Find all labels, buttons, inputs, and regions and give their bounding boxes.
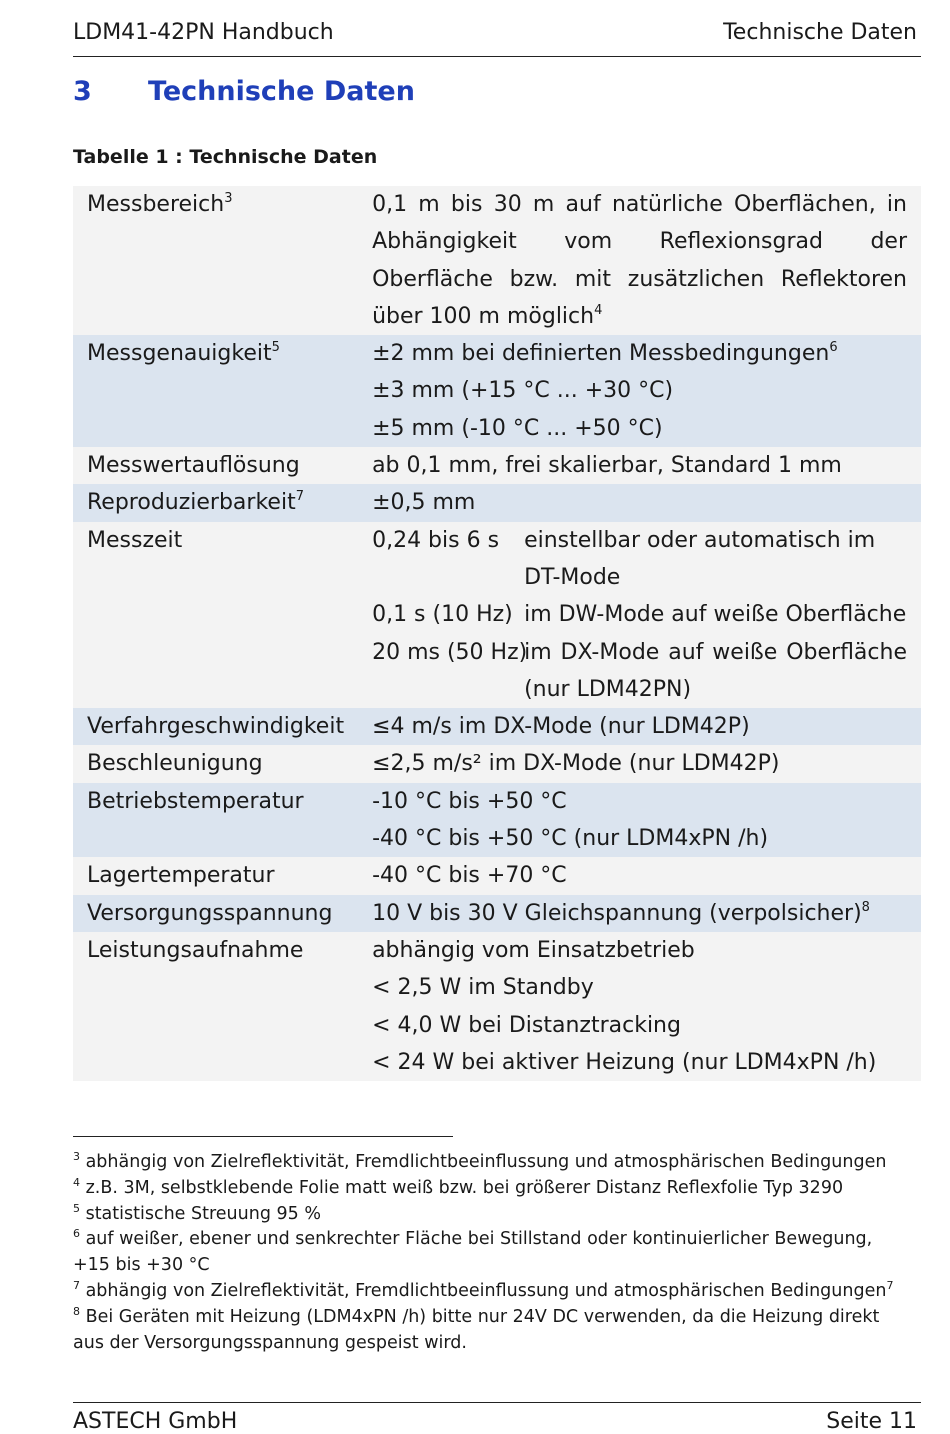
row-label: Messgenauigkeit$^5$ — [87, 340, 280, 367]
row-label: Lagertemperatur — [87, 863, 275, 889]
row-label: Messwertauflösung — [87, 453, 300, 479]
measurement-time-entry: 0,24 bis 6 s einstellbar oder automatisch im DT-Mode — [372, 527, 876, 590]
footnotes — [73, 1150, 903, 1356]
row-value: 0,1 m bis 30 m auf natürliche Oberflächen, in Abhängigkeit vom Reflexionsgrad der Oberfläche bzw. mit zusätzlichen Reflektoren über 100 m möglich$^4$ — [372, 192, 907, 329]
row-value: abhängig vom Einsatzbetrieb < 2,5 W im Standby < 4,0 W bei Distanztracking < 24 W bei aktiver Heizung (nur LDM4xPN /h) — [372, 937, 877, 1075]
row-value: ab 0,1 mm, frei skalierbar, Standard 1 mm — [372, 453, 842, 479]
footnote: $^3$ abhängig von Zielreflektivität, Fremdlichtbeeinflussung und atmosphärischen Bedingungen — [73, 1150, 887, 1172]
row-label: Versorgungsspannung — [87, 900, 333, 926]
footnote-separator — [73, 1136, 453, 1137]
page-footer — [73, 1402, 921, 1434]
footnote-ref: 7 — [295, 489, 304, 505]
footnote: $^6$ auf weißer, ebener und senkrechter Fläche bei Stillstand oder kontinuierlicher Bewegung, +15 bis +30 °C — [73, 1227, 873, 1276]
footnote: $^4$ z.B. 3M, selbstklebende Folie matt weiß bzw. bei größerer Distanz Reflexfolie Typ 3290 — [73, 1175, 844, 1198]
header-document-title: LDM41-42PN Handbuch — [73, 20, 334, 45]
row-label: Leistungsaufnahme — [87, 937, 304, 963]
row-label: Betriebstemperatur — [87, 788, 304, 814]
row-label: Beschleunigung — [87, 751, 263, 777]
chapter-number: 3 — [73, 76, 92, 107]
footnote: $^7$ abhängig von Zielreflektivität, Fremdlichtbeeinflussung und atmosphärischen Bedingungen$^7$ — [73, 1278, 894, 1301]
row-label: Messbereich$^3$ — [87, 191, 233, 217]
table-row — [73, 335, 921, 447]
row-label: Reproduzierbarkeit$^7$ — [87, 489, 304, 516]
table-row — [73, 186, 921, 335]
row-label: Messzeit — [87, 527, 183, 553]
row-value: -10 °C bis +50 °C -40 °C bis +50 °C (nur LDM4xPN /h) — [372, 788, 769, 852]
chapter-title: Technische Daten — [148, 76, 415, 107]
table-row — [73, 447, 921, 484]
row-value — [358, 522, 921, 708]
table-row — [73, 522, 921, 708]
table-row — [73, 857, 921, 894]
row-label: Verfahrgeschwindigkeit — [87, 714, 345, 740]
footnote: $^5$ statistische Streuung 95 % — [73, 1201, 321, 1224]
row-value: ≤4 m/s im DX-Mode (nur LDM42P) — [372, 714, 750, 740]
technical-data-table — [73, 186, 921, 1081]
footnote-ref: 5 — [271, 340, 280, 356]
footnote-ref: 8 — [861, 899, 870, 915]
footer-page-number: Seite 11 — [826, 1409, 917, 1434]
row-value: ±2 mm bei definierten Messbedingungen$^6$ ±3 mm (+15 °C ... +30 °C) ±5 mm (-10 °C ... +50 °C) — [372, 340, 838, 441]
chapter-heading — [73, 76, 415, 107]
header-section-title: Technische Daten — [723, 20, 917, 45]
row-value: ±0,5 mm — [372, 490, 476, 516]
table-caption: Tabelle 1 : Technische Daten — [73, 146, 378, 168]
table-row — [73, 708, 921, 745]
page-header — [73, 20, 921, 57]
table-row — [73, 484, 921, 521]
table-row — [73, 932, 921, 1081]
footnote-ref: 3 — [224, 191, 233, 206]
measurement-time-entry: 0,1 s (10 Hz) im DW-Mode auf weiße Oberfläche — [372, 602, 907, 628]
table-row — [73, 783, 921, 858]
footer-company: ASTECH GmbH — [73, 1409, 238, 1434]
row-value: -40 °C bis +70 °C — [372, 863, 567, 889]
measurement-time-entry: 20 ms (50 Hz) im DX-Mode auf weiße Oberfläche (nur LDM42PN) — [372, 639, 907, 702]
row-value: 10 V bis 30 V Gleichspannung (verpolsicher)$^8$ — [372, 899, 870, 926]
table-row — [73, 745, 921, 782]
row-value: ≤2,5 m/s² im DX-Mode (nur LDM42P) — [372, 751, 780, 777]
footnote: $^8$ Bei Geräten mit Heizung (LDM4xPN /h) bitte nur 24V DC verwenden, da die Heizung direkt aus der Versorgungsspannung gespeist wird. — [73, 1304, 880, 1353]
table-row — [73, 895, 921, 932]
footnote-ref: 4 — [594, 302, 603, 318]
footnote-ref: 6 — [829, 340, 838, 356]
